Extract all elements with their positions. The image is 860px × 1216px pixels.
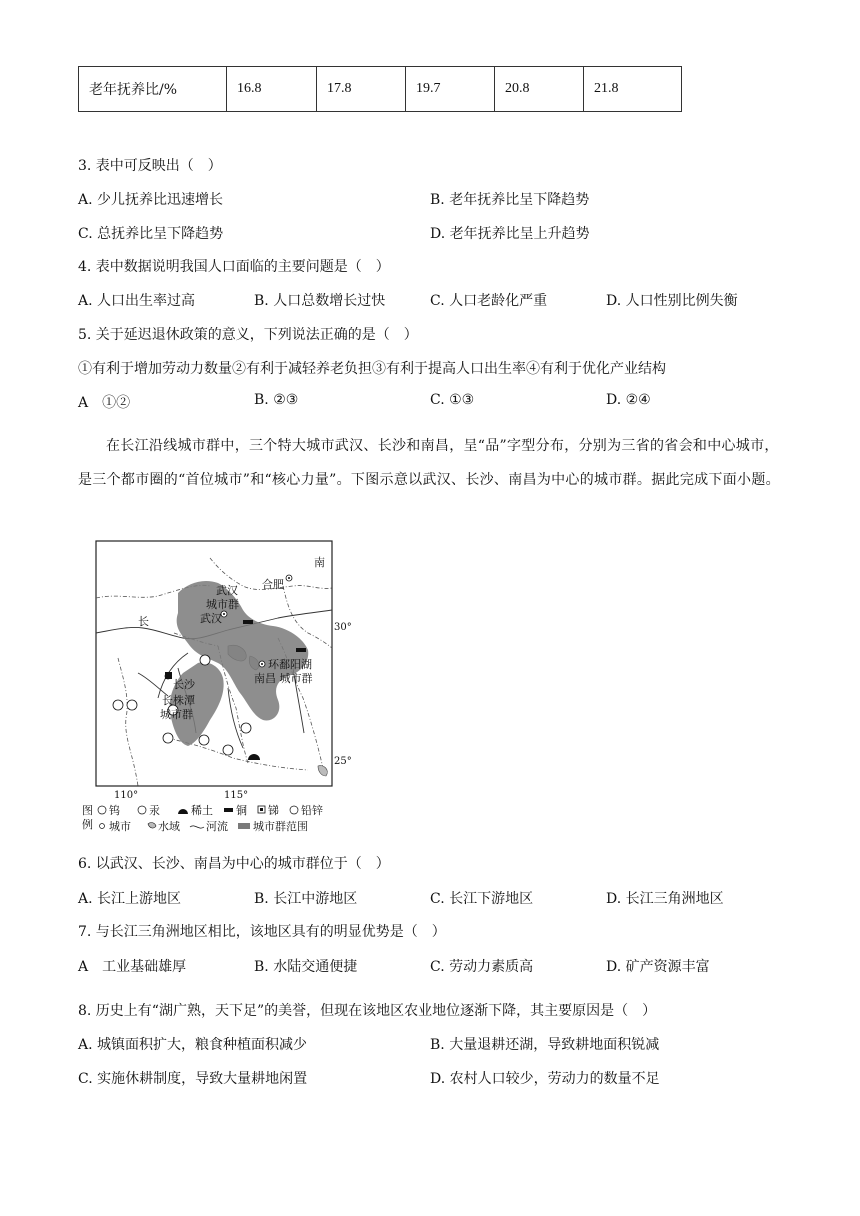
map-label-lon110: 110° <box>114 790 139 801</box>
table-cell: 16.8 <box>227 67 317 112</box>
map-label-lon115: 115° <box>224 790 249 801</box>
table-cell: 19.7 <box>406 67 495 112</box>
map-label-chang: 长 <box>138 615 149 628</box>
question-5-option-d[interactable]: D. ②④ <box>606 392 651 408</box>
question-7-option-d[interactable]: D. 矿产资源丰富 <box>606 959 710 975</box>
legend-title-2: 例 <box>82 818 93 831</box>
map-label-lat25: 25° <box>334 756 352 767</box>
map-label-lat30: 30° <box>334 622 352 633</box>
question-7-stem: 7. 与长江三角洲地区相比，该地区具有的明显优势是（ ） <box>78 924 446 940</box>
legend-tungsten: 钨 <box>109 804 120 817</box>
question-8-stem: 8. 历史上有“湖广熟，天下足”的美誉，但现在该地区农业地位逐渐下降，其主要原因是（ ） <box>78 1003 657 1019</box>
legend-antimony: 锑 <box>268 804 279 817</box>
question-7-option-a[interactable]: A 工业基础雄厚 <box>78 959 187 975</box>
map-label-poyang: 环鄱阳湖 <box>268 658 312 671</box>
question-3-option-d[interactable]: D. 老年抚养比呈上升趋势 <box>430 226 590 242</box>
question-5-option-c[interactable]: C. ①③ <box>430 392 475 408</box>
question-6-option-d[interactable]: D. 长江三角洲地区 <box>606 891 724 907</box>
table-cell: 17.8 <box>317 67 406 112</box>
reading-passage: 在长江沿线城市群中，三个特大城市武汉、长沙和南昌，呈“品”字型分布，分别为三省的省会和中心城市，是三个都市圈的“首位城市”和“核心力量”。下图示意以武汉、长沙、南昌为中心的城市群。据此完成下面小题。 <box>78 438 780 488</box>
legend-title-1: 图 <box>82 804 93 817</box>
map-label-wuhan: 武汉 <box>200 612 222 625</box>
question-5-option-a[interactable]: A ①② <box>78 395 131 411</box>
question-6-stem: 6. 以武汉、长沙、南昌为中心的城市群位于（ ） <box>78 856 390 872</box>
question-8-option-d[interactable]: D. 农村人口较少，劳动力的数量不足 <box>430 1071 660 1087</box>
legend-river: 河流 <box>206 820 228 833</box>
legend-water: 水域 <box>158 820 180 833</box>
table-row <box>79 67 682 112</box>
dependency-ratio-table <box>78 66 682 112</box>
question-7-option-c[interactable]: C. 劳动力素质高 <box>430 959 534 975</box>
map-label-czt: 长株潭 <box>162 694 195 707</box>
question-8-option-b[interactable]: B. 大量退耕还湖，导致耕地面积锐减 <box>430 1037 660 1053</box>
map-label-wuhan-cluster-2: 城市群 <box>206 598 239 611</box>
question-3-stem: 3. 表中可反映出（ ） <box>78 158 222 174</box>
legend-rare-earth: 稀土 <box>191 804 213 817</box>
question-6-option-b[interactable]: B. 长江中游地区 <box>254 891 358 907</box>
question-8-option-a[interactable]: A. 城镇面积扩大，粮食种植面积减少 <box>78 1037 308 1053</box>
city-cluster-map <box>78 538 368 838</box>
question-3-option-a[interactable]: A. 少儿抚养比迅速增长 <box>78 192 224 208</box>
question-5-option-b[interactable]: B. ②③ <box>254 392 299 408</box>
question-5-stem: 5. 关于延迟退休政策的意义，下列说法正确的是（ ） <box>78 327 418 343</box>
question-4-option-a[interactable]: A. 人口出生率过高 <box>78 293 196 309</box>
question-4-option-c[interactable]: C. 人口老龄化严重 <box>430 293 548 309</box>
question-4-option-b[interactable]: B. 人口总数增长过快 <box>254 293 386 309</box>
question-4-option-d[interactable]: D. 人口性别比例失衡 <box>606 293 738 309</box>
question-7-option-b[interactable]: B. 水陆交通便捷 <box>254 959 358 975</box>
map-label-hefei: 合肥 <box>262 578 284 591</box>
legend-cluster-area: 城市群范围 <box>253 820 308 833</box>
question-6-option-c[interactable]: C. 长江下游地区 <box>430 891 534 907</box>
legend-city: 城市 <box>109 820 131 833</box>
question-4-stem: 4. 表中数据说明我国人口面临的主要问题是（ ） <box>78 259 390 275</box>
table-cell: 21.8 <box>584 67 682 112</box>
map-label-changsha: 长沙 <box>173 678 195 691</box>
table-cell: 20.8 <box>495 67 584 112</box>
question-8-option-c[interactable]: C. 实施休耕制度，导致大量耕地闲置 <box>78 1071 308 1087</box>
question-5-statements: ①有利于增加劳动力数量②有利于减轻养老负担③有利于提高人口出生率④有利于优化产业结构 <box>78 361 666 377</box>
map-label-nan: 南 <box>314 556 325 569</box>
map-label-poyang-2: 南昌 城市群 <box>254 672 313 685</box>
legend-lead-zinc: 铅锌 <box>301 804 323 817</box>
table-row-label: 老年抚养比/% <box>79 67 227 112</box>
map-label-wuhan-cluster: 武汉 <box>216 584 238 597</box>
question-6-option-a[interactable]: A. 长江上游地区 <box>78 891 182 907</box>
question-3-option-b[interactable]: B. 老年抚养比呈下降趋势 <box>430 192 590 208</box>
legend-mercury: 汞 <box>149 804 160 817</box>
question-3-option-c[interactable]: C. 总抚养比呈下降趋势 <box>78 226 224 242</box>
legend-copper: 铜 <box>236 804 247 817</box>
map-label-czt-2: 城市群 <box>160 708 193 721</box>
